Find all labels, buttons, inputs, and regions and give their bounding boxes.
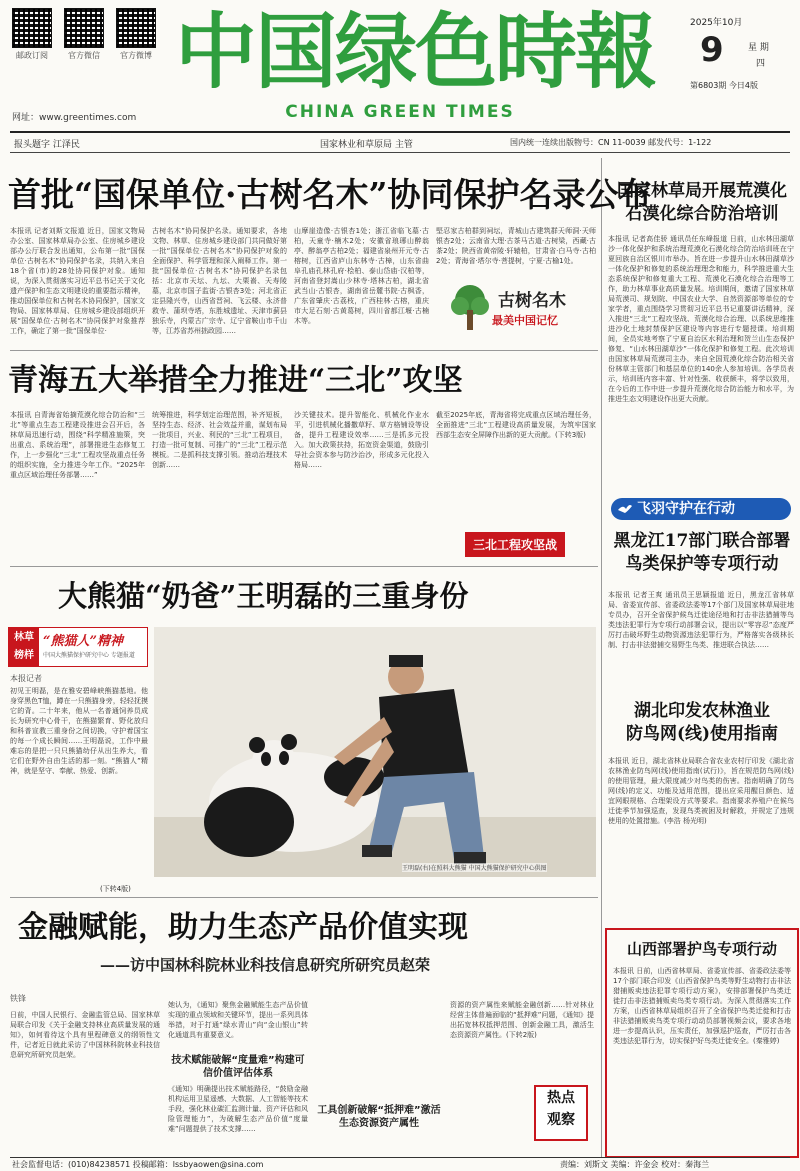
- continued-note: (下转4版): [100, 885, 131, 893]
- sidebar-headline[interactable]: 山西部署护鸟专项行动: [626, 940, 777, 958]
- article-body: 截至2025年底，青海省将完成重点区域治理任务，全面推进“三北”工程建设高质量发展，为筑牢国家西部生态安全屏障作出新的更大贡献。(下转3版): [436, 411, 596, 439]
- sidebar-article-shanxi: [605, 928, 799, 1158]
- byline: 铁锋: [10, 994, 26, 1003]
- section-subhead: 工具创新破解“抵押难”激活生态资源资产属性: [317, 1105, 441, 1129]
- hot-topic-badge: 热点 观察: [534, 1085, 588, 1141]
- newspaper-title-en: CHINA GREEN TIMES: [285, 102, 515, 122]
- qr-postal-subscription[interactable]: [12, 8, 52, 61]
- article-body: 统筹推进，科学划定治理范围，补齐短板，坚持生态、经济、社会效益并重，谋划布局一批项目，兴业、利民的“三北”工程项目，打造一批可复制、可推广的“三北”工程示范模板。二是抓科技支撑引领。推动治理技术创新……: [152, 411, 287, 469]
- campaign-banner[interactable]: [611, 498, 791, 520]
- story-headline[interactable]: 青海五大举措全力推进“三北”攻坚: [8, 363, 463, 398]
- article-body: 她认为，《通知》聚焦金融赋能生态产品价值实现的重点领域和关键环节，提出一系列具体举措，对于打通“绿水青山”向“金山银山”转化通道具有重要意义。: [168, 1001, 308, 1039]
- article-body: 资源的资产属性来赋能金融创新……针对林业经营主体普遍面临的“抵押难”问题，《通知》提出拓宽林权抵押范围、创新金融工具，激活生态资源资产属性。(下转2版): [450, 1001, 594, 1039]
- qr-official-weibo[interactable]: [116, 8, 156, 61]
- qr-code-icon: [64, 8, 104, 48]
- article-body: 堅忍家古柏群到祠坛，青城山古建筑群天师洞·天师银杏2处；云南省大理·古茶马古道·古树梁，西藏·古茶2处；陕西省黄帝陵·轩辕柏，甘肃省·白马寺·古柏2处；青海省·塔尔寺·菩提树，宁夏·古榆1处。: [436, 227, 596, 265]
- photo-caption: 王明磊(右)在照料大熊猫 中国大熊猫保护研究中心供图: [402, 865, 547, 872]
- divider: [10, 897, 598, 898]
- tree-icon: [448, 282, 492, 332]
- article-body: 山摩崖造像·古银杏1处；浙江省临飞墓·古柏，天童寺·楠木2处；安徽省琅琊山醉翁亭、醉翁亭古柏2处；福建省泉州开元寺·古榕树，江西省庐山东林寺·古樟，山东省曲阜孔庙孔林孔府·桧柏、泰山岱庙·汉柏等，河南省登封嵩山少林寺·塔林古柏，湖北省武当山·古银杏，湖南省岳麓书院·古枫香，广东省肇庆·古荔枝，广西桂林·古榕，重庆市大足石刻·古黄葛树，四川省都江堰·古楠木等。: [294, 227, 429, 325]
- issue-number: 第6803期 今日4版: [690, 81, 758, 90]
- qr-label: 邮政订阅: [16, 51, 48, 60]
- article-body: 本报讯 记者高佳骄 通讯员任东峰报道 日前，山水林田湖草沙一体化保护和系统治理荒漠化石漠化综合防治培训班在宁夏回族自治区银川市举办。旨在进一步提升山水林田湖草沙一体化保护和修复的系统治理理念和能力，科学推进重大生态系统保护和修复重大工程、荒漠化石漠化综合治理等工作，助力林草事业高质量发展。培训期间，邀请了国家林草局荒漠司、规划院、中国农业大学、自然资源部等单位的专家学者，重点围绕学习贯彻习近平总书记重要讲话精神，深入推进“三北”工程攻坚战、荒漠化综合治理、以系统思维推进沙化土地封禁保护区建设等内容进行专题授课。培训期间，全员实地考察了宁夏自治区水利治理和贺兰山生态保护修复、“山水林田湖草沙”一体化保护和修复工程。此次培训由国家林草局荒漠司主办，来自全国荒漠化综合防治相关省份林草主管部门和基层单位的140余人参加培训。各学员表示，培训班内容丰富、针对性强、收获颇丰，将学以致用，在今后的工作中进一步提升荒漠化综合防治能力和水平，为推进生态文明建设作出更大贡献。: [608, 235, 794, 403]
- column-divider: [601, 158, 602, 1158]
- byline: 本报记者: [10, 674, 42, 683]
- serial-number: 国内统一连续出版物号：CN 11-0039 邮发代号：1-122: [510, 138, 712, 147]
- qr-label: 官方微博: [120, 51, 152, 60]
- series-title: “熊猫人”精神: [43, 634, 123, 649]
- sidebar-headline[interactable]: 黑龙江17部门联合部署 鸟类保护等专项行动: [613, 531, 791, 574]
- qr-code-icon: [12, 8, 52, 48]
- banner-text: 飞羽守护在行动: [637, 501, 735, 517]
- ancient-tree-logo: [440, 280, 590, 340]
- publisher: 国家林业和草原局 主管: [320, 140, 413, 150]
- qr-code-icon: [116, 8, 156, 48]
- story-headline[interactable]: 大熊猫“奶爸”王明磊的三重身份: [58, 579, 469, 613]
- section-subhead: 技术赋能破解“度量难”构建可信价值评估体系: [171, 1055, 305, 1079]
- article-body: 初见王明磊，是在雅安碧峰峡熊猫基地。他身穿黑色T恤，蹲在一只熊猫身旁，轻轻抚摸它的背。二十年来，他从一名普通饲养员成长为研究中心骨干，在熊猫繁育、野化放归和科普宣教三重身份之间切换，守护着国宝的每一个成长瞬间……王明磊说，工作中最难忘的是把一只只熊猫幼仔从出生养大，看它们在野外自由生活的那一刻。“熊猫人”精神，就是坚守、奉献、热爱、创新。: [10, 687, 148, 775]
- issue-year-month: 2025年10月: [690, 18, 743, 28]
- article-body: 古树名木”协同保护名录。通知要求，各地文物、林草、住房城乡建设部门共同做好第一批“国保单位·古树名木”协同保护对象的全面保护、科学管理和深入阐释工作。第一批“国保单位·古树名木”协同保护名录包括：北京市天坛、九坛、大栗嵛、天寿陵墓，北京市国子监街·古银杏3处；河北省正定县隆兴寺，山西省晋祠、飞云楼、永济普救寺、蒲坝寺塔，东胜城遗址、天津市蓟县独乐寺，内蒙古广宗寺、辽宁省鞍山市千山等，江苏省苏州拙政园……: [152, 227, 287, 335]
- article-body: 日前，中国人民银行、金融监管总局、国家林草局联合印发《关于金融支持林业高质量发展的通知》，如何看待这个具有里程碑意义的纲领性文件，记者近日就此采访了中国林科院林业科技信息研究所研究员赵荣。: [10, 1011, 160, 1059]
- article-body: 本报讯 日前，山西省林草局、省委宣传部、省委政法委等17个部门联合印发《山西省保护鸟类等野生动物打击非法猎捕贩卖违法犯罪专项行动方案》，安排部署保护鸟类迁徙打击非法猎捕贩卖鸟类专项行动。为深入贯彻落实工作方案，山西省林草局组织召开了全省保护鸟类迁徙和打击非法猎捕贩卖鸟类专项行动动员部署视频会议，要求各地进一步提高认识，压实责任，加强巡护巡查，严厉打击各类违法犯罪行为，切实保护好鸟类迁徙安全。(秦雅婷): [613, 967, 791, 1045]
- website[interactable]: 网址：www.greentimes.com: [12, 113, 137, 123]
- newspaper-title: 中国绿色時報: [175, 4, 656, 100]
- series-badge: [8, 627, 148, 667]
- sidebar-headline[interactable]: 湖北印发农林渔业 防鸟网(线)使用指南: [625, 701, 779, 744]
- lead-headline[interactable]: 首批“国保单位·古树名木”协同保护名录公布: [8, 175, 652, 214]
- article-body: 本报讯 记者王爽 通讯员王思颖报道 近日，黑龙江省林草局、省委宣传部、省委政法委等17个部门及国家林草局驻地专员办，召开全省保护候鸟迁徙途径地和打击非法猎捕等鸟类违法犯罪行为专项行动部署会议，提出以“零容忍”态度严厉打击破坏野生动物资源违法犯罪行为，严格落实各级林长制、打击非法猎捕交易野生鸟类、推进联合执法……: [608, 591, 794, 649]
- title-calligraphy-credit: 报头题字 江泽民: [14, 140, 80, 150]
- story-subheadline: ——访中国林科院林业科技信息研究所研究员赵荣: [100, 956, 431, 974]
- issue-day: 9: [700, 30, 724, 70]
- panda-photo[interactable]: [154, 627, 596, 877]
- divider: [10, 566, 598, 567]
- footer-editors: 责编：刘斯文 美编：许金会 校对：秦海兰: [560, 1160, 710, 1169]
- logo-text: 古树名木: [498, 291, 566, 311]
- sidebar-headline[interactable]: 国家林草局开展荒漠化 石漠化综合防治培训: [617, 181, 787, 224]
- divider: [10, 350, 598, 351]
- article-body: 本报讯 记者刘斯文报道 近日，国家文物局办公室、国家林草局办公室、住房城乡建设部办公厅联合发出通知，公布第一批“国保单位·古树名木”协同保护名录，共纳入来自18个省(市)的28处协同保护对象。通知说，为深入贯彻落实习近平总书记关于文化遗产保护和生态文明建设的重要指示精神，推动国保单位和古树名木协同保护，国家文物局、国家林草局、住房城乡建设部组织开展“国保单位·古树名木”协同保护对象推荐工作，确定了第一批“国保单位·: [10, 227, 145, 335]
- article-body: 本报讯 自青海省始摘荒漠化综合防治和“三北”等重点生态工程建设推进会召开后，各林草局迅速行动，围绕“科学精准施策，突出重点、系统治理”，部署推进生态修复工作，上一步强化“三北”工程攻坚战重点任务的组织实施，全力推进今年工作。“2025年重点区域治理任务部署……”: [10, 411, 145, 479]
- section-tag[interactable]: 三北工程攻坚战: [465, 532, 565, 557]
- weekday-label: 星 期: [748, 43, 769, 53]
- divider: [10, 152, 790, 153]
- bird-icon: [617, 501, 633, 517]
- divider: [10, 1157, 790, 1158]
- article-body: 沙关键技术。提升智能化、机械化作业水平，引进机械化播撒草籽、草方格铺设等设备，提升工程建设效率……三是抓多元投入。加大政策扶持，拓宽资金渠道，鼓励引导社会资本参与防沙治沙，形成多元化投入格局……: [294, 411, 429, 469]
- logo-subtext: 最美中国记忆: [492, 314, 558, 327]
- qr-official-wechat[interactable]: [64, 8, 104, 61]
- series-subtitle: 中国大熊猫保护研究中心 专题报道: [43, 652, 135, 659]
- article-body: 本报讯 近日，湖北省林业局联合省农业农村厅印发《湖北省农林渔业防鸟网(线)使用指南(试行)》，旨在规范防鸟网(线)的使用管理，最大限度减少对鸟类的伤害。指南明确了防鸟网(线)的定义、功能及适用范围，提出应采用醒目颜色、适宜网眼规格、合理架设方式等要求。指南要求养殖户在候鸟迁徙季节加强巡查，发现鸟类被困及时解救，并规定了违规使用的处置措施。(李浩 杨光明): [608, 757, 794, 825]
- qr-label: 官方微信: [68, 51, 100, 60]
- divider: [10, 131, 790, 133]
- story-headline[interactable]: 金融赋能，助力生态产品价值实现: [18, 910, 468, 945]
- footer-contacts: 社会监督电话：(010)84238571 投稿邮箱：lssbyaowen@sina.com: [12, 1160, 264, 1169]
- article-body: 《通知》明确提出技术赋能路径，“鼓励金融机构运用卫星遥感、大数据、人工智能等技术手段，强化林业碳汇监测计量、资产评估和风险管理能力”，为破解生态产品价值“度量难”问题提供了技术支撑……: [168, 1085, 308, 1133]
- weekday: 四: [756, 59, 766, 69]
- badge-label: 林草 榜样: [9, 628, 39, 667]
